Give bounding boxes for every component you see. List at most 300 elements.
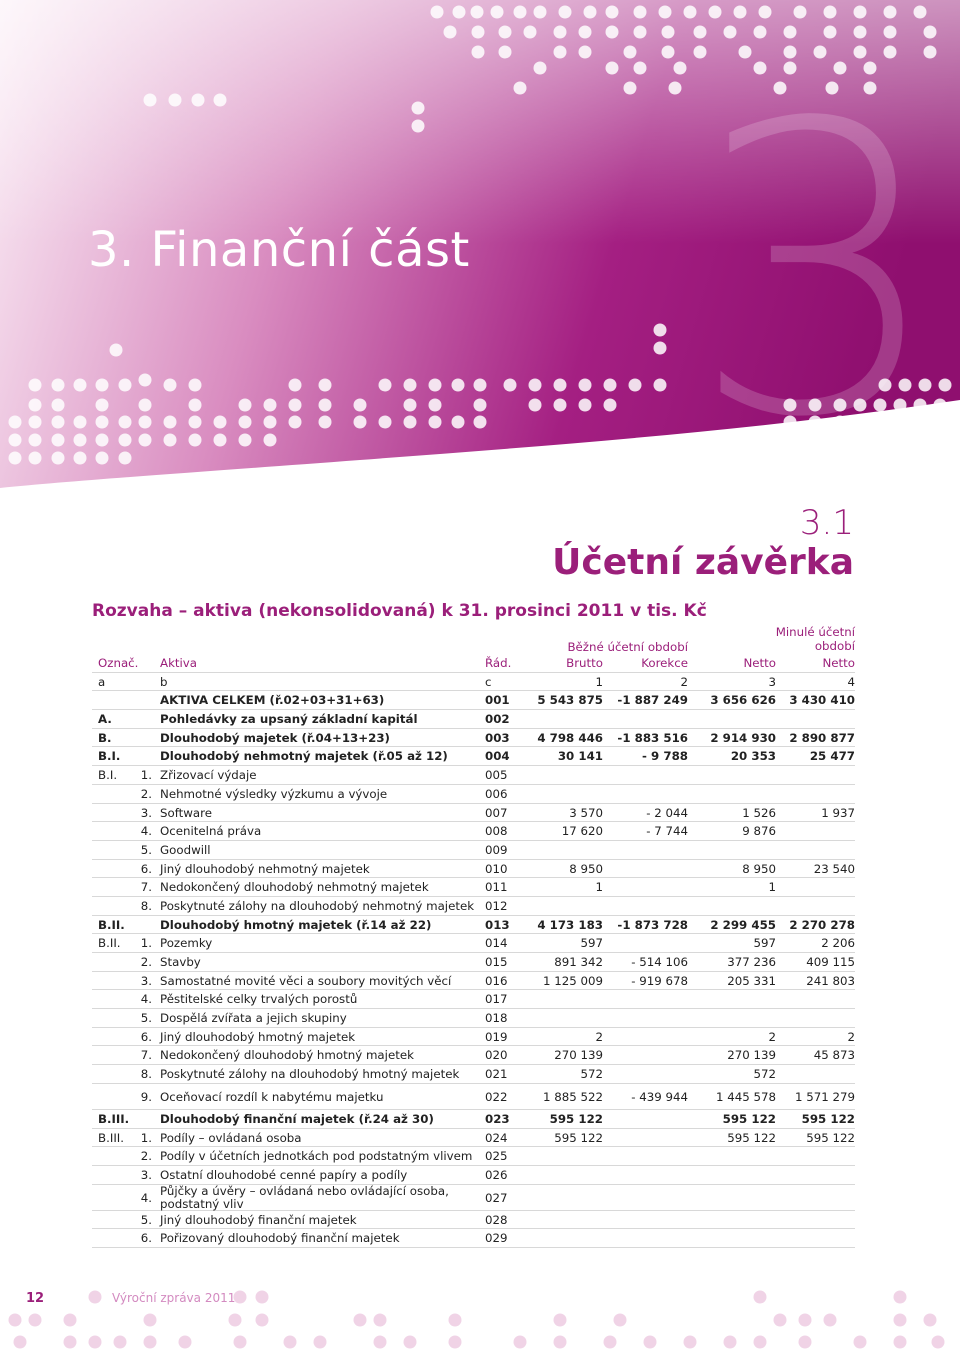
- decorative-dot: [472, 26, 485, 39]
- decorative-dot: [452, 379, 465, 392]
- decorative-dot: [924, 1314, 937, 1327]
- decorative-dot: [229, 1314, 242, 1327]
- row-brutto: 17 620: [561, 824, 603, 839]
- group-current-period: Běžné účetní období: [567, 640, 688, 654]
- decorative-dot: [453, 6, 466, 19]
- decorative-dot: [234, 1291, 247, 1304]
- decorative-dot: [674, 62, 687, 75]
- col-letter: a: [98, 674, 106, 689]
- table-row: [92, 785, 855, 804]
- row-netto: 8 950: [742, 861, 776, 876]
- row-netto: 2: [768, 1029, 776, 1044]
- row-line-code: 020: [485, 1048, 508, 1063]
- row-netto: 3 656 626: [710, 693, 776, 708]
- row-number: 8.: [140, 898, 152, 913]
- row-line-code: 021: [485, 1067, 508, 1082]
- decorative-dot: [894, 1314, 907, 1327]
- col-letter: 3: [768, 674, 776, 689]
- decorative-dot: [164, 434, 177, 447]
- decorative-dot: [139, 374, 152, 387]
- decorative-dot: [604, 379, 617, 392]
- row-brutto: 595 122: [549, 1111, 603, 1126]
- decorative-dot: [29, 416, 42, 429]
- row-name: Pěstitelské celky trvalých porostů: [160, 992, 358, 1007]
- decorative-dot: [96, 399, 109, 412]
- decorative-dot: [374, 1314, 387, 1327]
- col-header-line: Řád.: [485, 656, 512, 670]
- row-netto-previous: 2 890 877: [789, 730, 855, 745]
- row-line-code: 003: [485, 730, 510, 745]
- row-netto: 595 122: [722, 1111, 776, 1126]
- row-line-code: 024: [485, 1130, 508, 1145]
- decorative-dot: [189, 434, 202, 447]
- decorative-dot: [662, 46, 675, 59]
- row-netto: 1 526: [742, 805, 776, 820]
- row-name: Zřizovací výdaje: [160, 768, 257, 783]
- decorative-dot: [554, 1336, 567, 1349]
- decorative-dot: [404, 1336, 417, 1349]
- decorative-dot: [164, 416, 177, 429]
- table-row: [92, 972, 855, 991]
- decorative-dot: [554, 46, 567, 59]
- decorative-dot: [431, 6, 444, 19]
- row-correction: -1 883 516: [617, 730, 688, 745]
- decorative-dot: [139, 399, 152, 412]
- table-row: [92, 1211, 855, 1230]
- row-number: 6.: [140, 1029, 152, 1044]
- row-brutto: 597: [580, 936, 603, 951]
- decorative-dot: [9, 416, 22, 429]
- row-name: Ocenitelná práva: [160, 824, 262, 839]
- decorative-dot: [604, 1336, 617, 1349]
- row-netto-previous: 409 115: [806, 955, 855, 969]
- footer-label: Výroční zpráva 2011: [112, 1291, 236, 1305]
- row-netto-previous: 3 430 410: [789, 693, 855, 708]
- row-netto: 1 445 578: [715, 1089, 776, 1104]
- decorative-dot: [74, 379, 87, 392]
- decorative-dot: [29, 1314, 42, 1327]
- decorative-dot: [654, 342, 667, 355]
- row-netto: 20 353: [730, 749, 776, 764]
- decorative-dot: [554, 379, 567, 392]
- decorative-dot: [634, 26, 647, 39]
- decorative-dot: [579, 46, 592, 59]
- decorative-dot: [894, 1291, 907, 1304]
- row-line-code: 027: [485, 1190, 508, 1205]
- table-group-header: [92, 624, 855, 654]
- decorative-dot: [824, 26, 837, 39]
- decorative-dot: [884, 6, 897, 19]
- table-row: [92, 841, 855, 860]
- decorative-dot: [491, 6, 504, 19]
- decorative-dot: [169, 94, 182, 107]
- table-row: [92, 990, 855, 1009]
- col-letter: b: [160, 674, 168, 689]
- decorative-dot: [404, 379, 417, 392]
- decorative-dot: [52, 399, 65, 412]
- row-number: 1.: [140, 768, 152, 783]
- decorative-dot: [52, 379, 65, 392]
- row-brutto: 891 342: [554, 955, 603, 969]
- decorative-dot: [914, 6, 927, 19]
- decorative-dot: [634, 6, 647, 19]
- table-row: [92, 766, 855, 785]
- decorative-dot: [189, 416, 202, 429]
- decorative-dot: [579, 379, 592, 392]
- table-row: [92, 916, 855, 935]
- row-correction: -1 873 728: [617, 917, 688, 932]
- row-line-code: 011: [485, 880, 508, 895]
- decorative-dot: [684, 1336, 697, 1349]
- row-number: 3.: [140, 805, 152, 820]
- decorative-dot: [471, 6, 484, 19]
- row-name: Oceňovací rozdíl k nabytému majetku: [160, 1089, 384, 1104]
- row-name: Nedokončený dlouhodobý hmotný majetek: [160, 1048, 414, 1063]
- table-row: [92, 691, 855, 710]
- row-brutto: 3 570: [569, 805, 603, 820]
- decorative-dot: [514, 1336, 527, 1349]
- decorative-dot: [694, 26, 707, 39]
- row-name: Pozemky: [160, 936, 213, 951]
- decorative-dot: [554, 26, 567, 39]
- row-mark: B.I.: [98, 749, 121, 764]
- row-line-code: 006: [485, 786, 508, 801]
- row-correction: - 439 944: [631, 1089, 688, 1104]
- col-header-brutto: Brutto: [566, 656, 603, 670]
- row-netto-previous: 241 803: [806, 973, 855, 988]
- row-line-code: 007: [485, 805, 508, 820]
- decorative-dot: [449, 1314, 462, 1327]
- row-mark: B.II.: [98, 917, 125, 932]
- row-netto-previous: 25 477: [809, 749, 855, 764]
- table-row: [92, 1185, 855, 1211]
- decorative-dot: [89, 1336, 102, 1349]
- table-row: [92, 1065, 855, 1084]
- row-number: 6.: [140, 861, 152, 876]
- decorative-dot: [404, 399, 417, 412]
- decorative-dot: [379, 416, 392, 429]
- row-line-code: 015: [485, 955, 508, 969]
- row-name: Nehmotné výsledky výzkumu a vývoje: [160, 786, 388, 801]
- row-brutto: 30 141: [557, 749, 603, 764]
- row-mark: B.III.: [98, 1130, 125, 1145]
- row-number: 7.: [140, 880, 152, 895]
- decorative-dot: [724, 26, 737, 39]
- row-name-line: Půjčky a úvěry – ovládaná nebo ovládající osoba,: [160, 1183, 449, 1198]
- row-netto: 595 122: [727, 1130, 776, 1145]
- decorative-dot: [854, 26, 867, 39]
- decorative-dot: [319, 416, 332, 429]
- row-name-line: podstatný vliv: [160, 1196, 244, 1211]
- decorative-dot: [354, 399, 367, 412]
- row-netto-previous: 2 270 278: [789, 917, 855, 932]
- table-row: [92, 1028, 855, 1047]
- row-netto: 205 331: [727, 973, 776, 988]
- row-mark: B.I.: [98, 768, 118, 783]
- decorative-dot: [379, 379, 392, 392]
- chapter-title: 3. Finanční část: [88, 222, 470, 278]
- decorative-dot: [214, 434, 227, 447]
- row-name: Software: [160, 805, 213, 820]
- decorative-dot: [96, 416, 109, 429]
- row-brutto: 2: [595, 1029, 603, 1044]
- decorative-dot: [264, 399, 277, 412]
- row-name: [160, 1185, 449, 1211]
- row-name: Dospělá zvířata a jejich skupiny: [160, 1011, 347, 1026]
- row-brutto: 4 173 183: [537, 917, 603, 932]
- decorative-dot: [179, 1336, 192, 1349]
- table-row: [92, 804, 855, 823]
- decorative-dot: [554, 1314, 567, 1327]
- decorative-dot: [554, 399, 567, 412]
- decorative-dot: [444, 26, 457, 39]
- decorative-dot: [504, 379, 517, 392]
- decorative-dot: [9, 1314, 22, 1327]
- row-name: Goodwill: [160, 842, 211, 857]
- decorative-dot: [114, 1336, 127, 1349]
- decorative-dot: [52, 434, 65, 447]
- row-number: 4.: [140, 992, 152, 1007]
- decorative-dot: [499, 46, 512, 59]
- row-line-code: 026: [485, 1167, 508, 1182]
- decorative-dot: [239, 434, 252, 447]
- row-line-code: 023: [485, 1111, 510, 1126]
- decorative-dot: [579, 399, 592, 412]
- decorative-dot: [144, 1336, 157, 1349]
- row-name: Dlouhodobý hmotný majetek (ř.14 až 22): [160, 917, 432, 932]
- decorative-dot: [289, 379, 302, 392]
- row-netto-previous: 595 122: [806, 1130, 855, 1145]
- row-line-code: 013: [485, 917, 510, 932]
- table-row: [92, 1129, 855, 1148]
- decorative-dot: [89, 1291, 102, 1304]
- row-brutto: 1 885 522: [542, 1089, 603, 1104]
- row-number: 5.: [140, 842, 152, 857]
- decorative-dot: [404, 416, 417, 429]
- decorative-dot: [429, 416, 442, 429]
- decorative-dot: [189, 399, 202, 412]
- decorative-dot: [529, 379, 542, 392]
- decorative-dot: [884, 26, 897, 39]
- section-title: Účetní závěrka: [552, 542, 854, 583]
- decorative-dot: [774, 1314, 787, 1327]
- row-correction: - 9 788: [642, 749, 688, 764]
- decorative-dot: [932, 1336, 945, 1349]
- decorative-dot: [289, 399, 302, 412]
- decorative-dot: [799, 1314, 812, 1327]
- col-letter: 4: [847, 674, 855, 689]
- row-line-code: 005: [485, 768, 508, 783]
- row-name: Samostatné movité věci a soubory movitých věcí: [160, 973, 452, 988]
- decorative-dot: [606, 62, 619, 75]
- row-brutto: 4 798 446: [537, 730, 603, 745]
- footer-decoration: [0, 1270, 960, 1357]
- row-netto: 2 299 455: [710, 917, 776, 932]
- row-correction: - 514 106: [631, 955, 688, 969]
- row-line-code: 001: [485, 693, 510, 708]
- decorative-dot: [534, 62, 547, 75]
- table-letter-row: [92, 673, 855, 692]
- decorative-dot: [452, 416, 465, 429]
- decorative-dot: [669, 82, 682, 95]
- table-row: [92, 953, 855, 972]
- row-netto-previous: 1 571 279: [794, 1089, 855, 1104]
- decorative-dot: [659, 6, 672, 19]
- row-number: 5.: [140, 1011, 152, 1026]
- row-mark: B.II.: [98, 936, 121, 951]
- row-netto: 597: [753, 936, 776, 951]
- decorative-dot: [96, 452, 109, 465]
- decorative-dot: [629, 379, 642, 392]
- row-number: 8.: [140, 1067, 152, 1082]
- row-line-code: 022: [485, 1089, 508, 1104]
- table-row: [92, 729, 855, 748]
- section-number: 3.1: [799, 503, 854, 543]
- decorative-dot: [524, 26, 537, 39]
- decorative-dot: [214, 416, 227, 429]
- decorative-dot: [374, 1336, 387, 1349]
- decorative-dot: [474, 416, 487, 429]
- col-letter: c: [485, 674, 492, 689]
- decorative-dot: [624, 82, 637, 95]
- table-row: [92, 1147, 855, 1166]
- decorative-dot: [514, 82, 527, 95]
- row-number: 3.: [140, 973, 152, 988]
- row-correction: - 7 744: [646, 824, 688, 839]
- decorative-dot: [606, 26, 619, 39]
- decorative-dot: [139, 416, 152, 429]
- row-number: 6.: [140, 1231, 152, 1246]
- row-netto-previous: 595 122: [801, 1111, 855, 1126]
- page-number: 12: [26, 1291, 45, 1306]
- row-line-code: 009: [485, 842, 508, 857]
- decorative-dot: [854, 1336, 867, 1349]
- row-line-code: 010: [485, 861, 508, 876]
- decorative-dot: [14, 1336, 27, 1349]
- table-header-row: [92, 654, 855, 673]
- decorative-dot: [289, 416, 302, 429]
- decorative-dot: [474, 399, 487, 412]
- row-line-code: 029: [485, 1231, 508, 1246]
- row-mark: B.III.: [98, 1111, 130, 1126]
- row-line-code: 028: [485, 1212, 508, 1227]
- decorative-dot: [799, 1336, 812, 1349]
- decorative-dot: [584, 6, 597, 19]
- decorative-dot: [119, 379, 132, 392]
- row-brutto: 572: [580, 1067, 603, 1082]
- row-line-code: 004: [485, 749, 510, 764]
- table-row: [92, 934, 855, 953]
- decorative-dot: [529, 399, 542, 412]
- row-number: 5.: [140, 1212, 152, 1227]
- decorative-dot: [96, 434, 109, 447]
- decorative-dot: [64, 1314, 77, 1327]
- table-row: [92, 710, 855, 729]
- row-netto: 2 914 930: [710, 730, 776, 745]
- col-header-mark: Označ.: [98, 656, 139, 670]
- row-netto-previous: 2: [847, 1029, 855, 1044]
- row-netto-previous: 2 206: [821, 936, 855, 951]
- decorative-dot: [514, 6, 527, 19]
- decorative-dot: [559, 6, 572, 19]
- row-brutto: 595 122: [554, 1130, 603, 1145]
- row-line-code: 017: [485, 992, 508, 1007]
- row-line-code: 018: [485, 1011, 508, 1026]
- row-number: 4.: [140, 1190, 152, 1205]
- decorative-dot: [474, 379, 487, 392]
- decorative-dot: [724, 1336, 737, 1349]
- decorative-dot: [684, 6, 697, 19]
- row-name: Jiný dlouhodobý finanční majetek: [160, 1212, 357, 1227]
- row-number: 1.: [140, 1130, 152, 1145]
- decorative-dot: [319, 379, 332, 392]
- row-correction: - 919 678: [631, 973, 688, 988]
- decorative-dot: [74, 434, 87, 447]
- row-name: Dlouhodobý nehmotný majetek (ř.05 až 12): [160, 749, 448, 764]
- row-line-code: 014: [485, 936, 508, 951]
- decorative-dot: [449, 1336, 462, 1349]
- row-name: Jiný dlouhodobý hmotný majetek: [160, 1029, 356, 1044]
- report-title: Rozvaha – aktiva (nekonsolidovaná) k 31. prosinci 2011 v tis. Kč: [92, 601, 707, 621]
- decorative-dot: [214, 94, 227, 107]
- decorative-dot: [734, 6, 747, 19]
- decorative-dot: [256, 1314, 269, 1327]
- row-name: Pořizovaný dlouhodobý finanční majetek: [160, 1231, 400, 1246]
- row-netto-previous: 45 873: [813, 1048, 855, 1063]
- decorative-dot: [256, 1291, 269, 1304]
- decorative-dot: [74, 452, 87, 465]
- decorative-dot: [29, 434, 42, 447]
- decorative-dot: [319, 399, 332, 412]
- row-name: Stavby: [160, 955, 201, 969]
- decorative-dot: [429, 379, 442, 392]
- decorative-dot: [110, 344, 123, 357]
- row-number: 2.: [140, 1149, 152, 1164]
- row-number: 9.: [140, 1089, 152, 1104]
- row-netto: 9 876: [742, 824, 776, 839]
- decorative-dot: [119, 416, 132, 429]
- col-header-assets: Aktiva: [160, 656, 198, 670]
- row-correction: - 2 044: [646, 805, 688, 820]
- decorative-dot: [499, 26, 512, 39]
- decorative-dot: [854, 6, 867, 19]
- decorative-dot: [354, 416, 367, 429]
- row-number: 3.: [140, 1167, 152, 1182]
- decorative-dot: [824, 6, 837, 19]
- row-correction: -1 887 249: [617, 693, 688, 708]
- decorative-dot: [239, 416, 252, 429]
- table-row: [92, 1009, 855, 1028]
- row-netto-previous: 1 937: [821, 805, 855, 820]
- decorative-dot: [189, 379, 202, 392]
- decorative-dot: [794, 6, 807, 19]
- row-mark: B.: [98, 730, 112, 745]
- col-header-netto-previous: Netto: [822, 656, 855, 670]
- row-name: AKTIVA CELKEM (ř.02+03+31+63): [160, 693, 385, 708]
- decorative-dot: [64, 1336, 77, 1349]
- col-header-netto: Netto: [743, 656, 776, 670]
- decorative-dot: [192, 94, 205, 107]
- decorative-dot: [144, 1314, 157, 1327]
- row-number: 4.: [140, 824, 152, 839]
- decorative-dot: [29, 399, 42, 412]
- row-line-code: 019: [485, 1029, 508, 1044]
- decorative-dot: [264, 434, 277, 447]
- row-brutto: 5 543 875: [537, 693, 603, 708]
- row-netto-previous: 23 540: [813, 861, 855, 876]
- decorative-dot: [634, 62, 647, 75]
- row-number: 2.: [140, 786, 152, 801]
